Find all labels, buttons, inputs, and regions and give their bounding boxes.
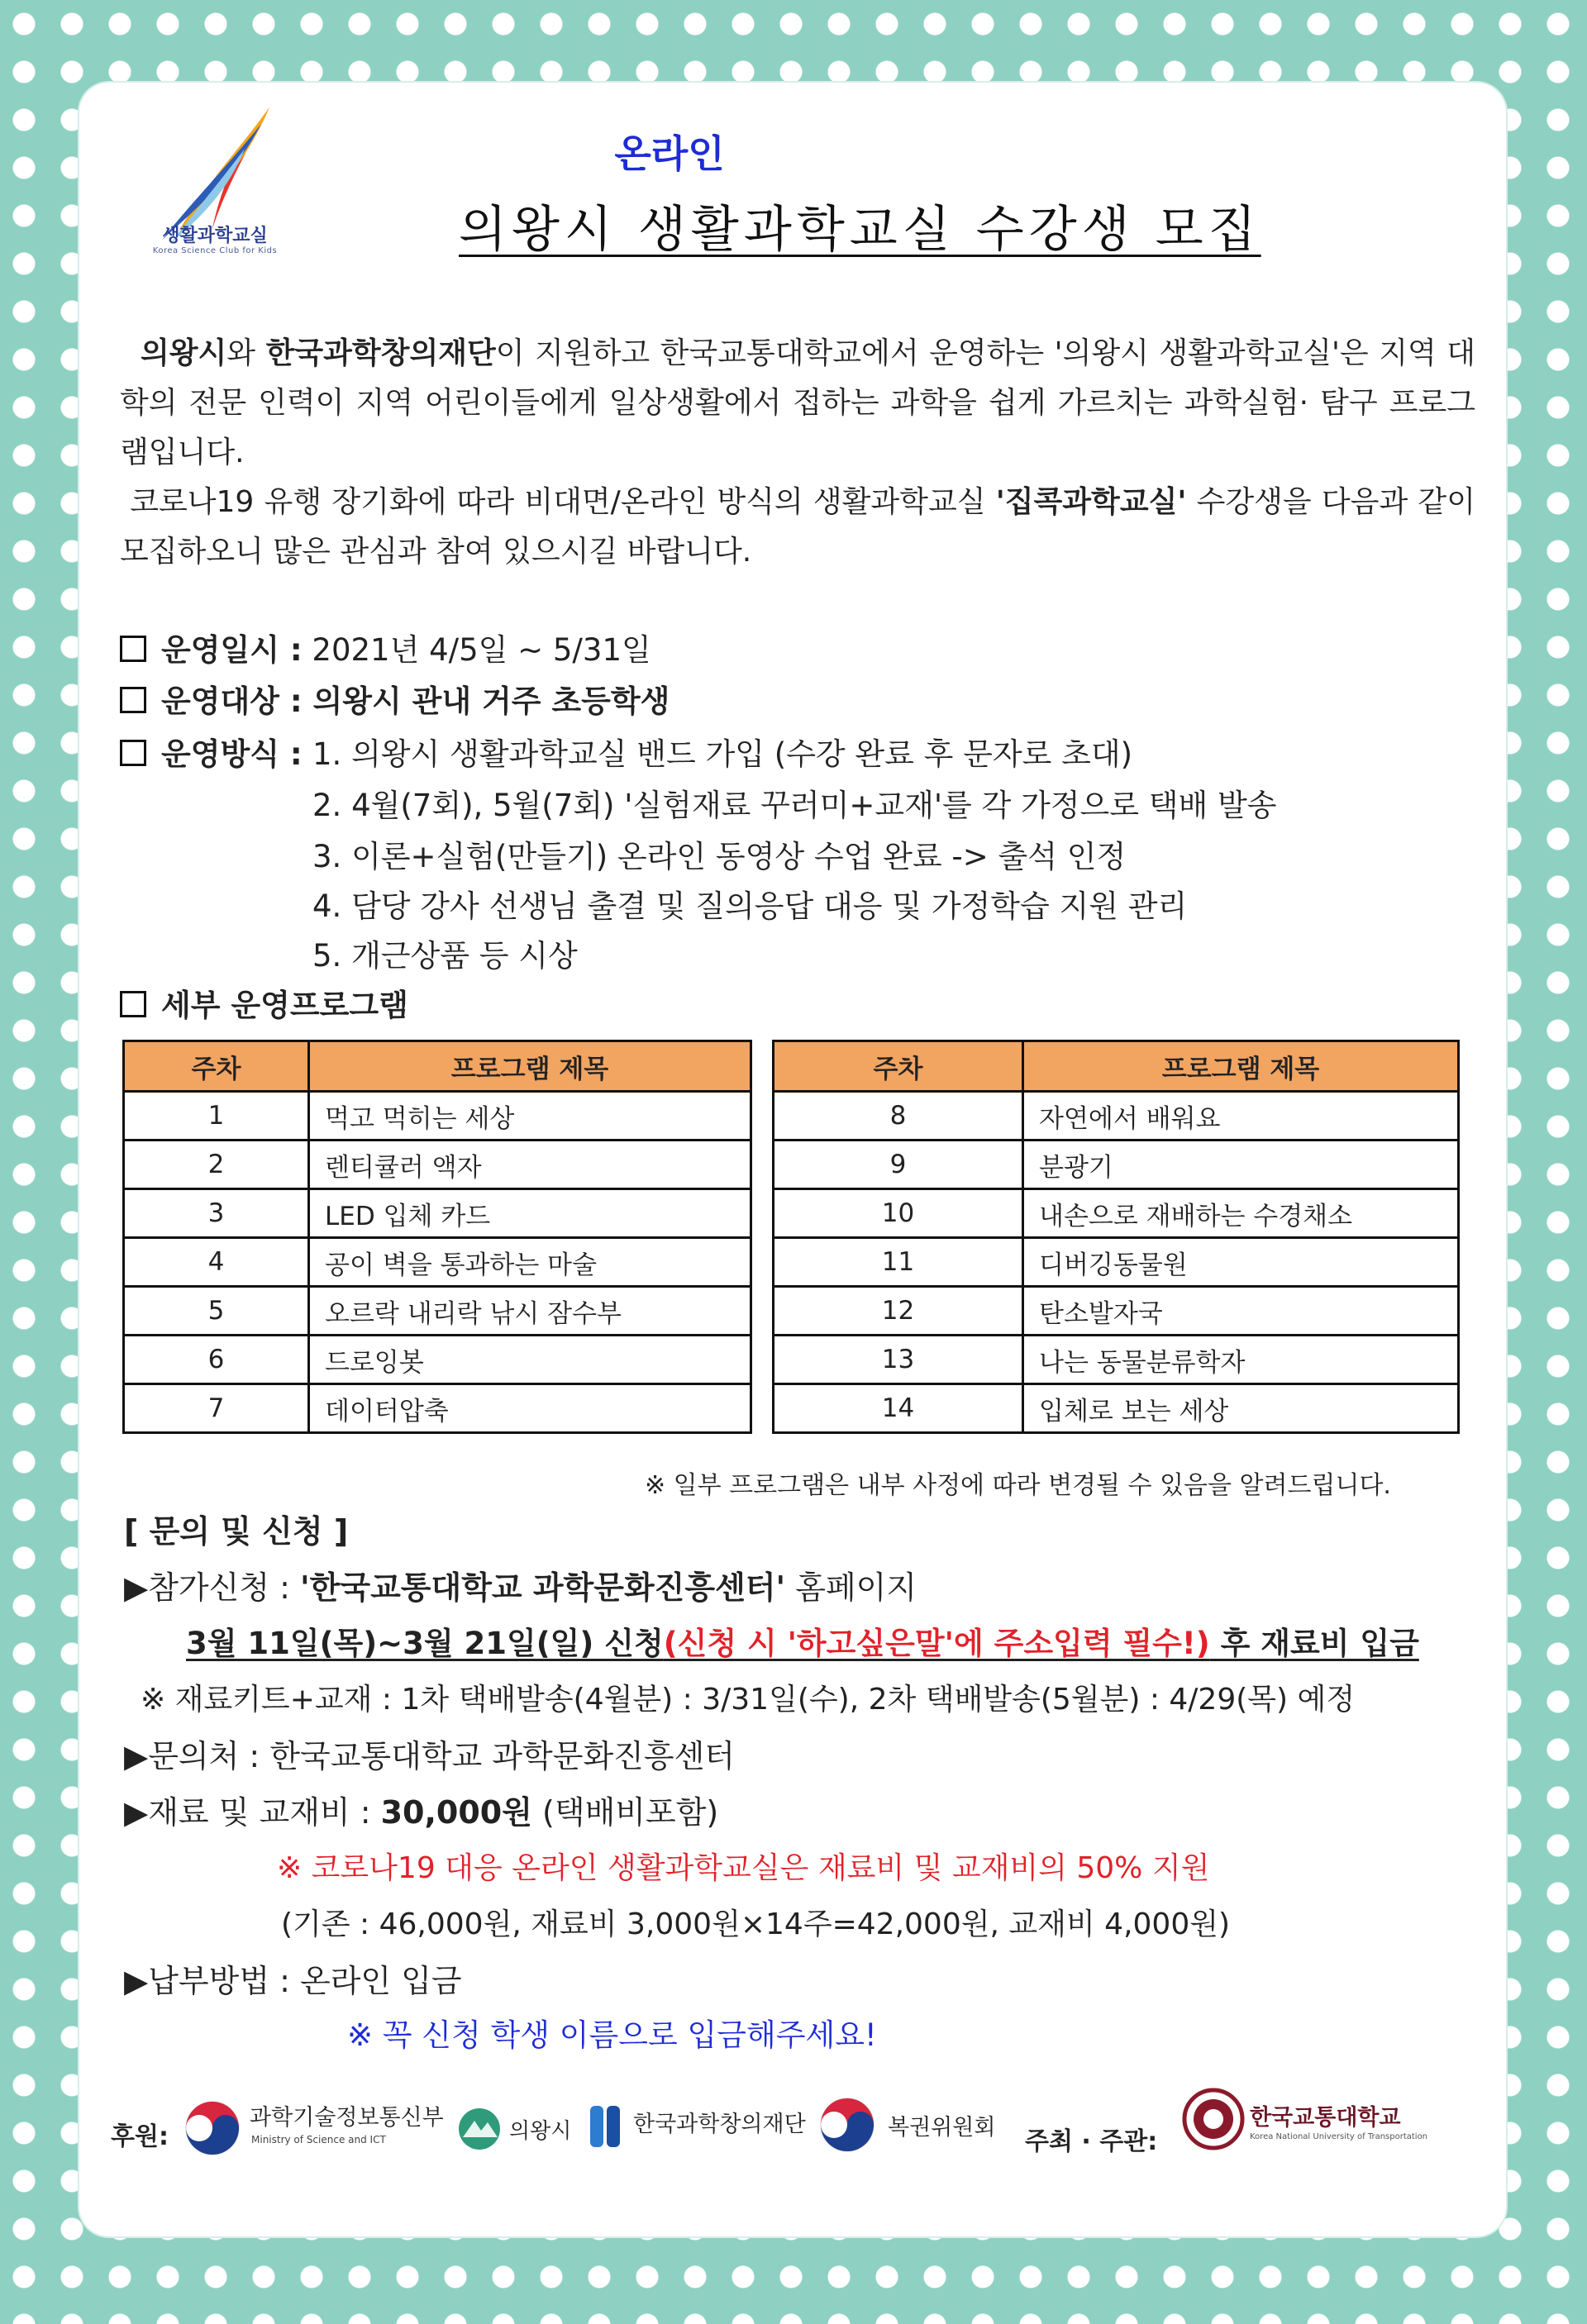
method-step-5: 5. 개근상품 등 시상 xyxy=(312,938,578,974)
program-table-left xyxy=(122,1040,752,1434)
uiwang-name: 의왕시 xyxy=(509,2119,572,2144)
intro-paragraph-1: 의왕시와 한국과학창의재단이 지원하고 한국교통대학교에서 운영하는 '의왕시 생활과학교실'은 지역 대학의 전문 인력이 지역 어린이들에게 일상생활에서 접하는 과학을 쉽게 가르치는 과학실험· 탐구 프로그램입니다. xyxy=(120,336,1475,469)
table-row: 5 오르락 내리락 낚시 잠수부 xyxy=(124,1287,751,1336)
support-note: ※ 코로나19 대응 온라인 생활과학교실은 재료비 및 교재비의 50% 지원 xyxy=(277,1851,1210,1885)
checkbox-square-icon xyxy=(120,740,146,766)
msit-subname: Ministry of Science and ICT xyxy=(251,2134,386,2145)
week-column-header: 주차 xyxy=(124,1041,309,1092)
fee-line: ▶재료 및 교재비 : 30,000원 (택배비포함) xyxy=(124,1794,719,1831)
checkbox-square-icon xyxy=(120,687,146,713)
method-step-2: 2. 4월(7회), 5월(7회) '실험재료 꾸러미+교재'를 각 가정으로 택배 발송 xyxy=(312,788,1277,823)
table-row: 7 데이터압축 xyxy=(124,1384,751,1433)
method-step-4: 4. 담당 강사 선생님 출결 및 질의응답 대응 및 가정학습 지원 관리 xyxy=(312,888,1188,924)
method-item: 운영방식 : xyxy=(120,729,303,780)
payment-line: ▶납부방법 : 온라인 입금 xyxy=(124,1963,462,1999)
table-row: 9 분광기 xyxy=(774,1141,1459,1189)
subtitle: 온라인 xyxy=(614,131,725,176)
page-title: 의왕시 생활과학교실 수강생 모집 xyxy=(459,201,1261,259)
intro-paragraph-2: 코로나19 유행 장기화에 따라 비대면/온라인 방식의 생활과학교실 '집콕과학교실' 수강생을 다음과 같이 모집하오니 많은 관심과 참여 있으시길 바랍니다. xyxy=(120,485,1475,569)
table-row: 4 공이 벽을 통과하는 마술 xyxy=(124,1238,751,1287)
table-row: 1 먹고 먹히는 세상 xyxy=(124,1092,751,1141)
logo-text: 생활과학교실 xyxy=(162,226,268,246)
checkbox-square-icon xyxy=(120,636,146,662)
table-row: 2 렌티큘러 액자 xyxy=(124,1141,751,1189)
table-header-row xyxy=(124,1041,751,1092)
apply-line: ▶참가신청 : '한국교통대학교 과학문화진흥센터' 홈페이지 xyxy=(124,1569,917,1606)
checkbox-square-icon xyxy=(120,991,146,1017)
inquiry-heading: [ 문의 및 신청 ] xyxy=(124,1513,349,1550)
table-row: 11 디버깅동물원 xyxy=(774,1238,1459,1287)
host-name: 한국교통대학교 xyxy=(1250,2105,1401,2131)
msit-name: 과학기술정보통신부 xyxy=(250,2105,444,2131)
table-row: 10 내손으로 재배하는 수경채소 xyxy=(774,1189,1459,1238)
uiwang-city-emblem-icon xyxy=(456,2106,503,2152)
payment-note: ※ 꼭 신청 학생 이름으로 입금해주세요! xyxy=(347,2017,877,2053)
table-row: 3 LED 입체 카드 xyxy=(124,1189,751,1238)
week-column-header: 주차 xyxy=(774,1041,1023,1092)
program-change-note: ※ 일부 프로그램은 내부 사정에 따라 변경될 수 있음을 알려드립니다. xyxy=(645,1471,1391,1500)
logo-subtext: Korea Science Club for Kids xyxy=(152,246,278,255)
host-subname: Korea National University of Transportation xyxy=(1250,2132,1428,2141)
table-row: 13 나는 동물분류학자 xyxy=(774,1336,1459,1384)
program-item: 세부 운영프로그램 xyxy=(120,980,408,1031)
kofac-logo-icon xyxy=(589,2103,625,2150)
method-step-3: 3. 이론+실험(만들기) 온라인 동영상 수업 완료 -> 출석 인정 xyxy=(312,839,1127,874)
lottery-name: 복권위원회 xyxy=(888,2115,996,2141)
method-step-1: 1. 의왕시 생활과학교실 밴드 가입 (수강 완료 후 문자로 초대) xyxy=(312,736,1133,772)
sponsor-label: 후원: xyxy=(111,2122,169,2151)
period-item: 운영일시 : 2021년 4/5일 ~ 5/31일 xyxy=(120,625,651,676)
title-column-header: 프로그램 제목 xyxy=(1023,1041,1459,1092)
contact-line: ▶문의처 : 한국교통대학교 과학문화진흥센터 xyxy=(124,1738,736,1774)
host-label: 주최 · 주관: xyxy=(1025,2127,1158,2156)
msit-emblem-icon xyxy=(183,2099,241,2157)
kit-shipping-note: ※ 재료키트+교재 : 1차 택배발송(4월분) : 3/31일(수), 2차 택배발송(5월분) : 4/29(목) 예정 xyxy=(141,1683,1356,1717)
kofac-name: 한국과학창의재단 xyxy=(633,2112,806,2137)
original-fee-note: (기존 : 46,000원, 재료비 3,000원×14주=42,000원, 교재비 4,000원) xyxy=(281,1907,1231,1941)
application-period: 3월 11일(목)~3월 21일(일) 신청(신청 시 '하고싶은말'에 주소입력 필수!) 후 재료비 입금 xyxy=(186,1626,1419,1661)
table-row: 14 입체로 보는 세상 xyxy=(774,1384,1459,1433)
table-row: 12 탄소발자국 xyxy=(774,1287,1459,1336)
target-item: 운영대상 : 의왕시 관내 거주 초등학생 xyxy=(120,676,670,727)
program-table-right xyxy=(772,1040,1460,1434)
table-row: 6 드로잉봇 xyxy=(124,1336,751,1384)
knut-emblem-icon xyxy=(1182,2088,1245,2150)
table-header-row xyxy=(774,1041,1459,1092)
table-row: 8 자연에서 배워요 xyxy=(774,1092,1459,1141)
lottery-emblem-icon xyxy=(818,2096,876,2154)
title-column-header: 프로그램 제목 xyxy=(309,1041,751,1092)
